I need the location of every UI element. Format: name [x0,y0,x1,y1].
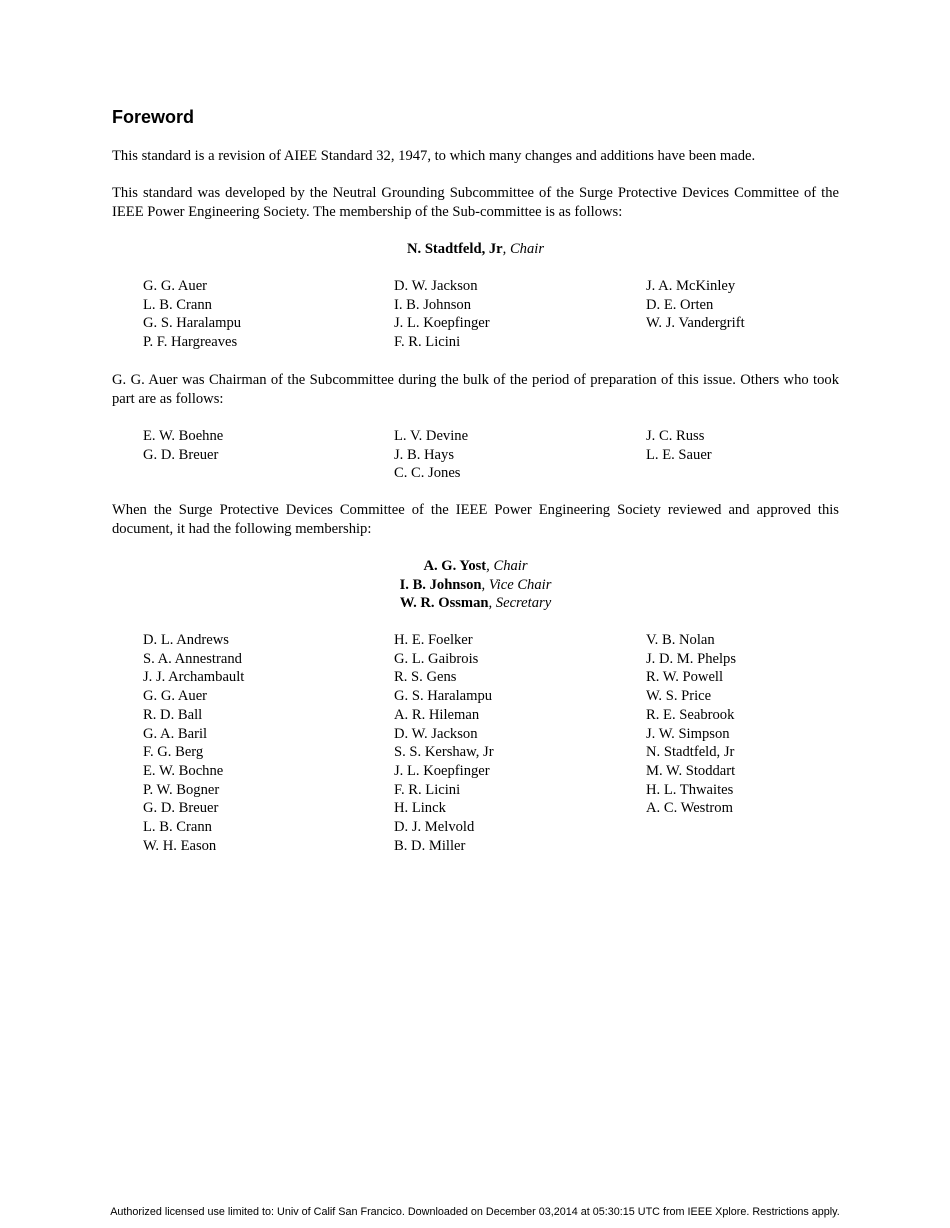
member-name: J. C. Russ [646,428,705,444]
member-name: E. W. Boehne [143,428,224,444]
subcommittee-chair-role: , Chair [502,241,545,257]
member-name: G. D. Breuer [143,800,219,817]
member-name: A. R. Hileman [394,706,480,723]
member-name: J. B. Hays [394,446,454,463]
others-column-2 [394,427,468,483]
member-name: H. L. Thwaites [646,781,734,798]
committee-officers [112,557,839,613]
member-name: L. B. Crann [143,296,212,313]
member-name: R. S. Gens [394,669,457,686]
committee-secretary-line [112,594,839,613]
member-name: R. D. Ball [143,706,203,723]
member-name: G. A. Baril [143,725,208,742]
member-name: D. W. Jackson [394,725,478,742]
member-name: N. Stadtfeld, Jr [646,744,735,761]
member-name: R. W. Powell [646,669,724,686]
member-name: P. F. Hargreaves [143,334,238,351]
committee-vice-chair-role: , Vice Chair [481,576,552,593]
member-name: G. G. Auer [143,688,208,705]
member-name: L. B. Crann [143,819,212,836]
others-column-1 [143,427,223,464]
member-name: M. W. Stoddart [646,762,736,779]
member-name: I. B. Johnson [394,296,472,313]
member-name: A. C. Westrom [646,800,733,817]
committee-secretary-role: , Secretary [488,595,552,612]
committee-vice-chair-name: I. B. Johnson [399,576,482,593]
member-name: J. L. Koepfinger [394,762,490,779]
committee-column-2 [394,631,494,855]
committee-paragraph: When the Surge Protective Devices Committee of the IEEE Power Engineering Society reviewed and approved this document, it had the following membership: [112,502,839,537]
member-name: H. E. Foelker [394,632,473,648]
license-footer: Authorized licensed use limited to: Univ of Calif San Francico. Downloaded on December 03,2014 at 05:30:15 UTC from IEEE Xplore. Restrictions apply. [110,1206,840,1218]
member-name: E. W. Bochne [143,762,224,779]
member-name: J. A. McKinley [646,278,736,294]
member-name: J. D. M. Phelps [646,650,737,667]
member-name: V. B. Nolan [646,632,715,648]
member-name: B. D. Miller [394,837,466,854]
committee-chair-line [112,557,839,576]
member-name: J. L. Koepfinger [394,315,490,332]
subcommittee-column-1 [143,277,241,352]
others-column-3 [646,427,712,464]
member-name: F. R. Licini [394,334,461,351]
committee-chair-role: , Chair [486,558,528,574]
member-name: H. Linck [394,800,446,817]
committee-column-3 [646,631,736,818]
committee-vice-chair-line [112,576,839,595]
subcommittee-column-3 [646,277,745,333]
member-name: W. S. Price [646,688,712,705]
member-name: L. V. Devine [394,428,469,444]
member-name: S. A. Annestrand [143,650,242,667]
member-name: D. J. Melvold [394,819,475,836]
member-name: W. H. Eason [143,837,217,854]
member-name: G. S. Haralampu [143,315,242,332]
foreword-heading: Foreword [112,107,195,127]
member-name: G. S. Haralampu [394,688,493,705]
member-name: F. R. Licini [394,781,461,798]
member-name: F. G. Berg [143,744,204,761]
member-name: R. E. Seabrook [646,706,735,723]
member-name: L. E. Sauer [646,446,712,463]
intro-paragraph: This standard is a revision of AIEE Standard 32, 1947, to which many changes and additions have been made. [112,148,756,164]
member-name: C. C. Jones [394,465,461,482]
subcommittee-paragraph: This standard was developed by the Neutral Grounding Subcommittee of the Surge Protective Devices Committee of the IEEE Power Engineering Society. The membership of the Sub-committee is as follows: [112,185,839,220]
member-name: G. G. Auer [143,278,208,294]
member-name: G. D. Breuer [143,446,219,463]
committee-chair-name: A. G. Yost [423,558,487,574]
member-name: J. J. Archambault [143,669,245,686]
subcommittee-chair-name: N. Stadtfeld, Jr [406,241,503,257]
member-name: J. W. Simpson [646,725,730,742]
member-name: G. L. Gaibrois [394,650,479,667]
chairman-note-paragraph: G. G. Auer was Chairman of the Subcommittee during the bulk of the period of preparation of this issue. Others who took part are as follows: [112,372,839,407]
member-name: D. W. Jackson [394,278,478,294]
member-name: D. L. Andrews [143,632,229,648]
member-name: S. S. Kershaw, Jr [394,744,494,761]
member-name: P. W. Bogner [143,781,220,798]
subcommittee-column-2 [394,277,490,352]
committee-column-1 [143,631,244,855]
member-name: D. E. Orten [646,296,714,313]
subcommittee-chair-line [112,240,839,259]
member-name: W. J. Vandergrift [646,315,745,332]
committee-secretary-name: W. R. Ossman [399,595,489,612]
